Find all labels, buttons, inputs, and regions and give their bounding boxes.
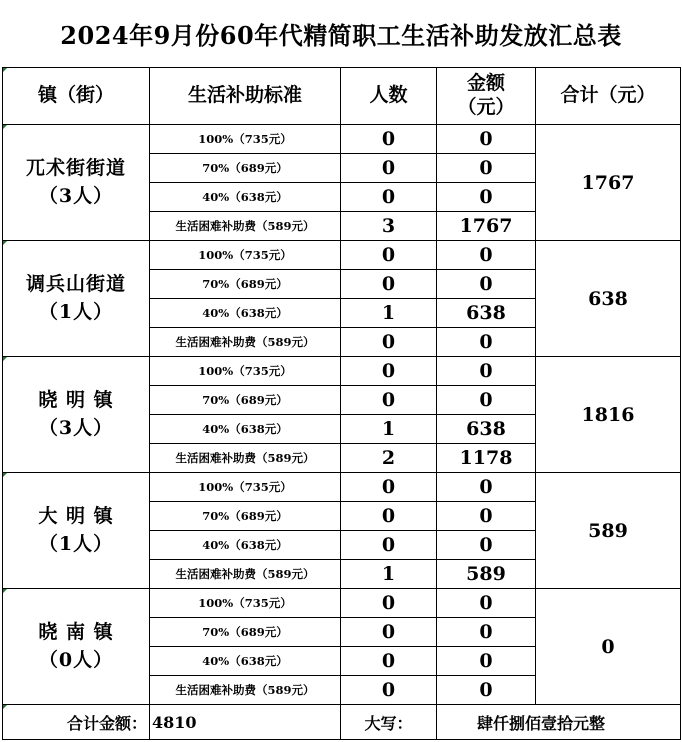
standard-cell: 70%（689元） xyxy=(150,502,341,531)
amount-cell: 0 xyxy=(437,328,536,357)
standard-cell: 40%（638元） xyxy=(150,647,341,676)
count-cell: 3 xyxy=(341,212,437,241)
standard-cell: 100%（735元） xyxy=(150,241,341,270)
amount-cell: 0 xyxy=(437,473,536,502)
header-standard: 生活补助标准 xyxy=(150,68,341,125)
count-cell: 0 xyxy=(341,473,437,502)
count-cell: 1 xyxy=(341,299,437,328)
amount-cell: 0 xyxy=(437,357,536,386)
amount-cell: 0 xyxy=(437,183,536,212)
footer-caps-label: 大写： xyxy=(341,705,437,740)
cell-marker xyxy=(3,125,7,129)
amount-cell: 0 xyxy=(437,647,536,676)
standard-cell: 40%（638元） xyxy=(150,415,341,444)
count-cell: 2 xyxy=(341,444,437,473)
standard-cell: 生活困难补助费（589元） xyxy=(150,560,341,589)
count-cell: 1 xyxy=(341,560,437,589)
cell-marker xyxy=(3,589,7,593)
town-name: 兀术街街道 xyxy=(25,156,126,179)
standard-cell: 40%（638元） xyxy=(150,299,341,328)
town-cell xyxy=(3,241,150,357)
amount-cell: 1178 xyxy=(437,444,536,473)
header-town-label: 镇（街） xyxy=(37,84,114,107)
table-row xyxy=(3,125,681,154)
town-cell xyxy=(3,125,150,241)
town-people-count: （3人） xyxy=(38,184,114,207)
standard-cell: 100%（735元） xyxy=(150,125,341,154)
standard-cell: 70%（689元） xyxy=(150,618,341,647)
count-cell: 0 xyxy=(341,502,437,531)
amount-cell: 0 xyxy=(437,531,536,560)
cell-marker xyxy=(3,705,7,709)
count-cell: 0 xyxy=(341,183,437,212)
header-total: 合计（元） xyxy=(536,68,681,125)
count-cell: 0 xyxy=(341,676,437,705)
standard-cell: 100%（735元） xyxy=(150,357,341,386)
standard-cell: 100%（735元） xyxy=(150,589,341,618)
town-name: 大 明 镇 xyxy=(38,504,114,527)
town-cell xyxy=(3,589,150,705)
amount-cell: 589 xyxy=(437,560,536,589)
header-amount-line1: 金额 xyxy=(466,72,505,95)
footer-total-label xyxy=(3,705,150,740)
count-cell: 0 xyxy=(341,125,437,154)
footer-row xyxy=(3,705,681,740)
count-cell: 1 xyxy=(341,415,437,444)
group-total-cell: 0 xyxy=(536,589,681,705)
amount-cell: 1767 xyxy=(437,212,536,241)
footer-total-label-text: 合计金额： xyxy=(66,713,147,733)
amount-cell: 0 xyxy=(437,241,536,270)
town-people-count: （3人） xyxy=(38,416,114,439)
cell-marker xyxy=(3,68,7,72)
standard-cell: 生活困难补助费（589元） xyxy=(150,444,341,473)
town-name: 晓 明 镇 xyxy=(38,388,114,411)
standard-cell: 生活困难补助费（589元） xyxy=(150,676,341,705)
cell-marker xyxy=(3,357,7,361)
amount-cell: 0 xyxy=(437,270,536,299)
header-town xyxy=(3,68,150,125)
count-cell: 0 xyxy=(341,357,437,386)
table-row xyxy=(3,241,681,270)
footer-total-value: 4810 xyxy=(150,705,341,740)
amount-cell: 638 xyxy=(437,415,536,444)
count-cell: 0 xyxy=(341,531,437,560)
town-people-count: （0人） xyxy=(38,648,114,671)
town-people-count: （1人） xyxy=(38,532,114,555)
table-row xyxy=(3,357,681,386)
group-total-cell: 1816 xyxy=(536,357,681,473)
standard-cell: 100%（735元） xyxy=(150,473,341,502)
header-row xyxy=(3,68,681,125)
count-cell: 0 xyxy=(341,154,437,183)
town-name: 调兵山街道 xyxy=(25,272,126,295)
header-amount xyxy=(437,68,536,125)
standard-cell: 70%（689元） xyxy=(150,386,341,415)
standard-cell: 生活困难补助费（589元） xyxy=(150,212,341,241)
count-cell: 0 xyxy=(341,647,437,676)
amount-cell: 638 xyxy=(437,299,536,328)
header-amount-line2: （元） xyxy=(457,96,515,118)
count-cell: 0 xyxy=(341,618,437,647)
header-count: 人数 xyxy=(341,68,437,125)
standard-cell: 70%（689元） xyxy=(150,270,341,299)
town-people-count: （1人） xyxy=(38,300,114,323)
town-cell xyxy=(3,473,150,589)
footer-caps-value: 肆仟捌佰壹拾元整 xyxy=(437,705,681,740)
standard-cell: 70%（689元） xyxy=(150,154,341,183)
table-row xyxy=(3,589,681,618)
amount-cell: 0 xyxy=(437,502,536,531)
standard-cell: 40%（638元） xyxy=(150,531,341,560)
amount-cell: 0 xyxy=(437,386,536,415)
town-cell xyxy=(3,357,150,473)
group-total-cell: 638 xyxy=(536,241,681,357)
cell-marker xyxy=(3,241,7,245)
count-cell: 0 xyxy=(341,270,437,299)
amount-cell: 0 xyxy=(437,676,536,705)
town-name: 晓 南 镇 xyxy=(38,620,114,643)
count-cell: 0 xyxy=(341,386,437,415)
cell-marker xyxy=(3,473,7,477)
amount-cell: 0 xyxy=(437,589,536,618)
amount-cell: 0 xyxy=(437,154,536,183)
group-total-cell: 1767 xyxy=(536,125,681,241)
count-cell: 0 xyxy=(341,589,437,618)
standard-cell: 40%（638元） xyxy=(150,183,341,212)
count-cell: 0 xyxy=(341,328,437,357)
amount-cell: 0 xyxy=(437,618,536,647)
amount-cell: 0 xyxy=(437,125,536,154)
count-cell: 0 xyxy=(341,241,437,270)
group-total-cell: 589 xyxy=(536,473,681,589)
table-row xyxy=(3,473,681,502)
page-title: 2024年9月份60年代精简职工生活补助发放汇总表 xyxy=(60,21,622,50)
subsidy-summary-table xyxy=(2,67,681,740)
standard-cell: 生活困难补助费（589元） xyxy=(150,328,341,357)
